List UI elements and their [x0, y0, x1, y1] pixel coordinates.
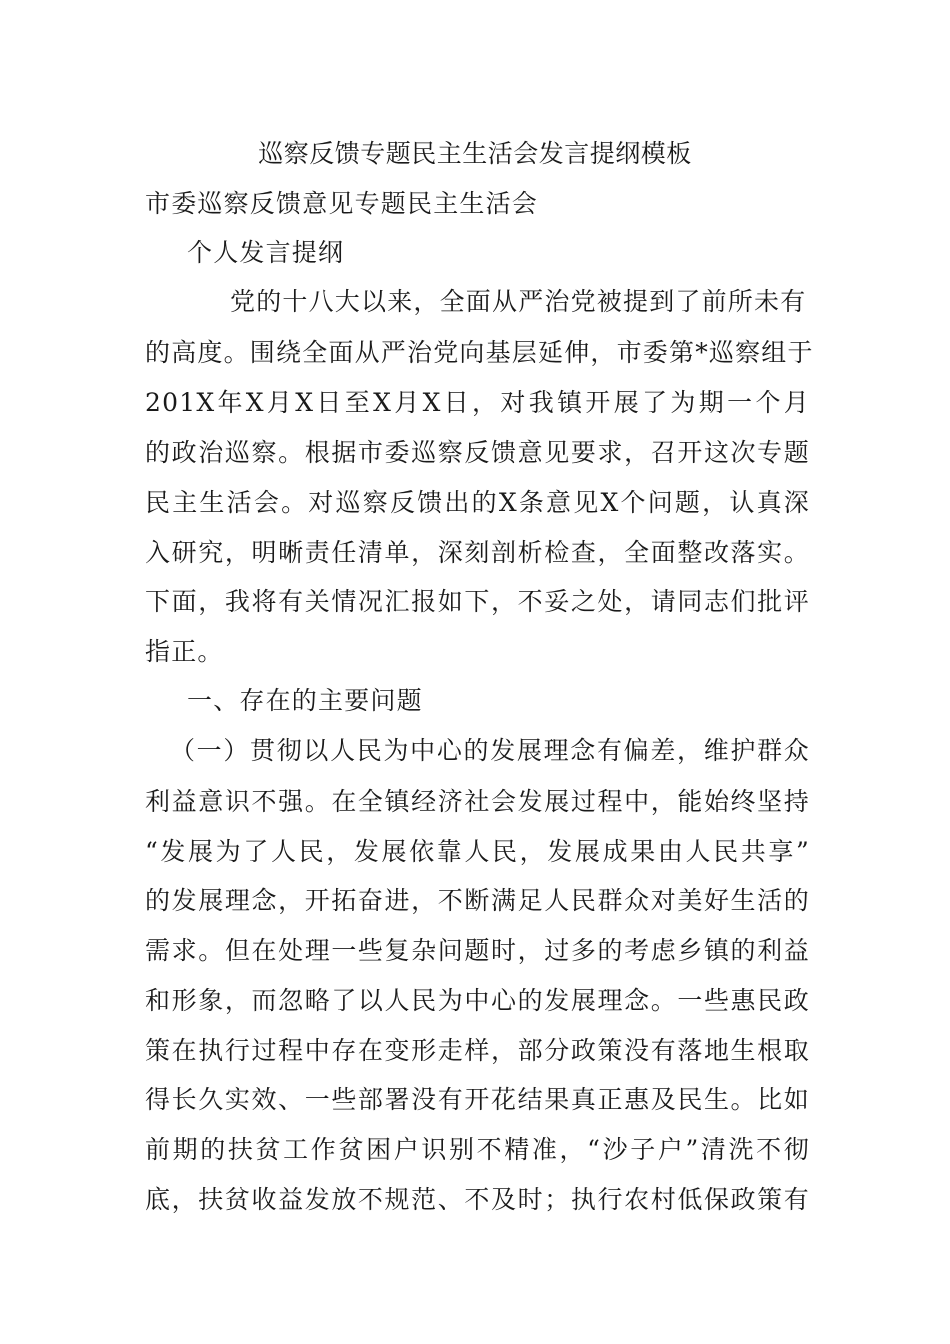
item-1-line-4: 的发展理念，开拓奋进，不断满足人民群众对美好生活的: [145, 886, 810, 915]
section-1-heading: 一、存在的主要问题: [187, 686, 423, 715]
intro-line-6: 入研究，明晰责任清单，深刻剖析检查，全面整改落实。: [145, 538, 810, 567]
item-1-line-8: 得长久实效、一些部署没有开花结果真正惠及民生。比如: [145, 1085, 810, 1114]
item-1-line-10: 底，扶贫收益发放不规范、不及时；执行农村低保政策有: [145, 1185, 810, 1214]
intro-line-3: 201X年X月X日至X月X日，对我镇开展了为期一个月: [145, 388, 810, 417]
intro-line-5: 民主生活会。对巡察反馈出的X条意见X个问题，认真深: [145, 488, 810, 517]
intro-line-1: 党的十八大以来，全面从严治党被提到了前所未有: [230, 287, 807, 316]
item-1-line-5: 需求。但在处理一些复杂问题时，过多的考虑乡镇的利益: [145, 936, 810, 965]
subtitle: 市委巡察反馈意见专题民主生活会: [145, 189, 539, 218]
subtitle-2: 个人发言提纲: [187, 238, 345, 267]
item-1-line-1: （一）贯彻以人民为中心的发展理念有偏差，维护群众: [170, 736, 810, 765]
document-title: 巡察反馈专题民主生活会发言提纲模板: [258, 139, 692, 168]
intro-line-7: 下面，我将有关情况汇报如下，不妥之处，请同志们批评: [145, 587, 810, 616]
item-1-line-9: 前期的扶贫工作贫困户识别不精准，“沙子户”清洗不彻: [145, 1135, 810, 1164]
item-1-line-7: 策在执行过程中存在变形走样，部分政策没有落地生根取: [145, 1036, 810, 1065]
intro-line-4: 的政治巡察。根据市委巡察反馈意见要求，召开这次专题: [145, 438, 810, 467]
item-1-line-6: 和形象，而忽略了以人民为中心的发展理念。一些惠民政: [145, 986, 810, 1015]
item-1-line-3: “发展为了人民，发展依靠人民，发展成果由人民共享”: [145, 837, 810, 866]
intro-line-2: 的高度。围绕全面从严治党向基层延伸，市委第*巡察组于: [145, 338, 814, 367]
item-1-line-2: 利益意识不强。在全镇经济社会发展过程中，能始终坚持: [145, 787, 810, 816]
intro-line-8: 指正。: [145, 637, 224, 666]
